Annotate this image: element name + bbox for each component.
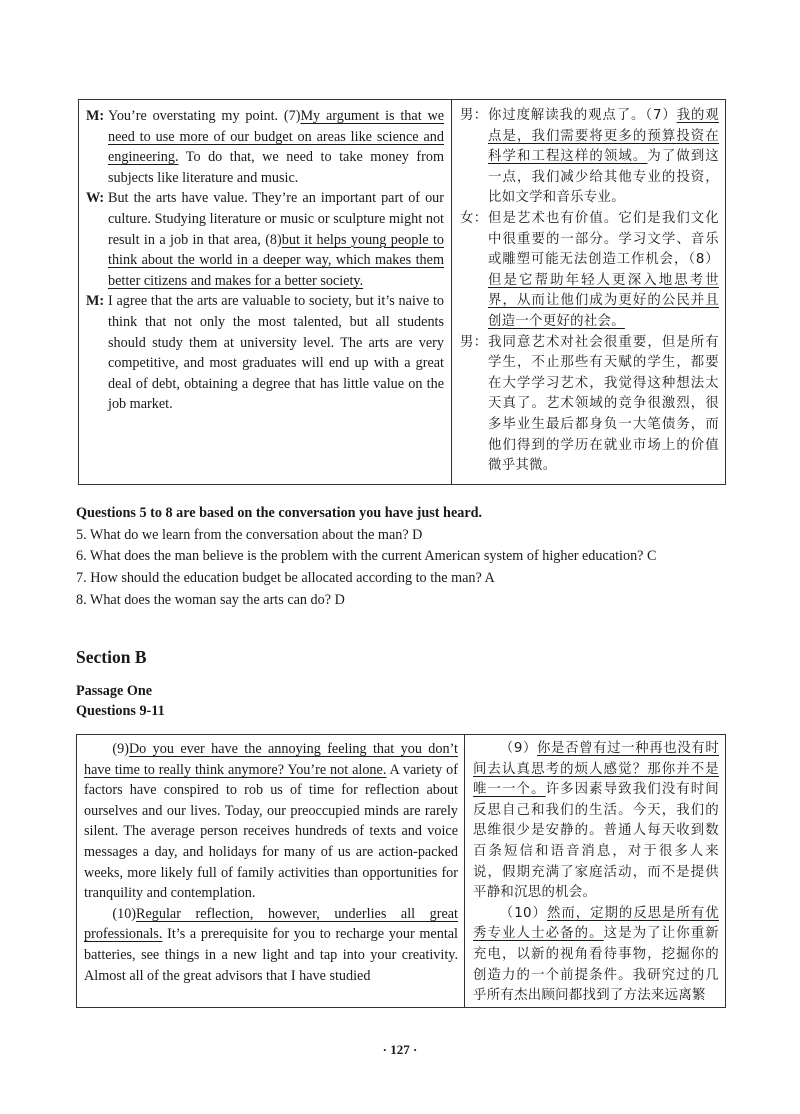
question-item: 7. How should the education budget be allocated according to the man? A (76, 570, 495, 587)
chinese-column (465, 735, 726, 1008)
dialogue-turn (86, 106, 444, 188)
chinese-column (452, 100, 726, 485)
passage-paragraph: (10)Regular reflection, however, underlies all great professionals. It’s a prerequisite for you to recharge your mental batteries, see things in a new light and tap into your creativity. Almost all of the great advisors that I have studied (84, 905, 458, 984)
turn-text: But the arts have value. They’re an important part of our culture. Studying literature or music or sculpture might not result in a job in that area, (8)but it helps young people to think about the world in a deeper way, which makes them better citizens and makes for a better society. (108, 190, 444, 289)
dialogue-turn (86, 188, 444, 291)
answer-underline-zh: 你是否曾有过一种再也没有时间去认真思考的烦人感觉？那你并不是唯一一个。 (473, 741, 720, 798)
speaker-label-zh: 男： (460, 108, 488, 123)
passage-questions: Questions 9-11 (76, 702, 165, 719)
answer-underline: but it helps young people to think about the world in a deeper way, which makes them better citizens and makes for a better society. (108, 231, 444, 289)
turn-text-zh: 我同意艺术对社会很重要，但是所有学生，不止那些有天赋的学生，都要在大学学习艺术，我觉得这种想法太天真了。艺术领域的竞争很激烈，很多毕业生最后都身负一大笔债务，而他们得到的学历在就业市场上的价值微乎其微。 (488, 334, 719, 474)
turn-text: You’re overstating my point. (7)My argument is that we need to use more of our budget on areas like science and engineering. To do that, we need to take money from subjects like literature and music. (108, 108, 444, 186)
speaker-label: W: (86, 190, 105, 207)
answer-underline-zh: 我的观点是，我们需要将更多的预算投资在科学和工程这样的领域。 (488, 108, 719, 165)
passage-paragraph-zh: （10）然而，定期的反思是所有优秀专业人士必备的。这是为了让你重新充电，以新的视角看待事物，挖掘你的创造力的一个前提条件。我研究过的几乎所有杰出顾问都找到了方法来远离繁 (473, 905, 719, 1004)
turn-text-zh: 但是艺术也有价值。它们是我们文化中很重要的一部分。学习文学、音乐或雕塑可能无法创造工作机会，（8）但是它帮助年轻人更深入地思考世界，从而让他们成为更好的公民并且创造一个更好的社会。 (488, 210, 719, 329)
dialogue-table (78, 99, 726, 485)
turn-text-zh: 你过度解读我的观点了。（7）我的观点是，我们需要将更多的预算投资在科学和工程这样的领域。为了做到这一点，我们减少给其他专业的投资，比如文学和音乐专业。 (488, 108, 719, 206)
speaker-label-zh: 女： (460, 210, 488, 226)
english-column (77, 735, 465, 1008)
answer-underline-zh: 但是它帮助年轻人更深入地思考世界，从而让他们成为更好的公民并且创造一个更好的社会。 (488, 272, 719, 329)
english-column (79, 100, 452, 485)
answer-underline: Do you ever have the annoying feeling that you don’t have time to really think anymore? You’re not alone. (84, 741, 458, 778)
passage-paragraph-zh: （9）你是否曾有过一种再也没有时间去认真思考的烦人感觉？那你并不是唯一一个。许多因素导致我们没有时间反思自己和我们的生活。今天，我们的思维很少是安静的。普通人每天收到数百条短信和语音消息，对于很多人来说，假期充满了家庭活动，而不是提供平静和沉思的机会。 (473, 741, 720, 901)
question-item: 8. What does the woman say the arts can do? D (76, 591, 345, 608)
answer-underline-zh: 然而，定期的反思是所有优秀专业人士必备的。 (473, 905, 719, 942)
page-number: · 127 · (382, 1042, 418, 1057)
passage-table (76, 734, 726, 1008)
passage-heading (76, 682, 165, 721)
questions-block (76, 503, 726, 612)
turn-text: I agree that the arts are valuable to society, but it’s naive to think that not only the most talented, but all students should study them at university level. The arts are very competitive, and most graduates will end up with a great deal of debt, obtaining a degree that has little value on the job market. (108, 293, 444, 413)
section-title: Section B (76, 647, 147, 667)
speaker-label: M: (86, 108, 105, 124)
passage-title: Passage One (76, 683, 153, 699)
answer-underline: Regular reflection, however, underlies all great professionals. (84, 905, 458, 943)
speaker-label: M: (86, 293, 105, 310)
answer-underline: My argument is that we need to use more of our budget on areas like science and engineering. (108, 108, 444, 166)
question-item: 5. What do we learn from the conversation about the man? D (76, 526, 423, 543)
questions-heading: Questions 5 to 8 are based on the conversation you have just heard. (76, 505, 483, 521)
passage-paragraph: (9)Do you ever have the annoying feeling that you don’t have time to really think anymore? You’re not alone. A variety of factors have conspired to rob us of time for reflection about ourselves and our lives. Today, our preoccupied minds are rarely silent. The average person receives hundreds of texts and voice messages a day, and holidays for many of us are action-packed weeks, more likely full of family activities than opportunities for tranquility and contemplation. (84, 741, 459, 902)
dialogue-turn-zh (460, 209, 719, 333)
speaker-label-zh: 男： (460, 334, 488, 350)
question-item: 6. What does the man believe is the problem with the current American system of higher education? C (76, 548, 657, 565)
dialogue-turn-zh (460, 333, 719, 477)
dialogue-turn (86, 291, 444, 415)
dialogue-turn-zh (460, 106, 719, 209)
